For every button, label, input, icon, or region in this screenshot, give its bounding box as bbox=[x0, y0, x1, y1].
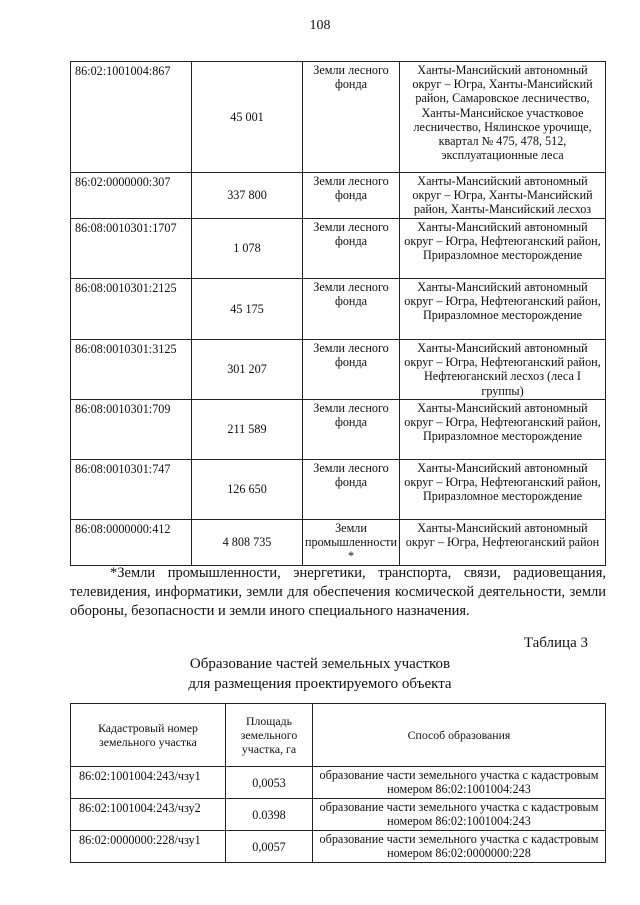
category-cell: Земли лесного фонда bbox=[303, 340, 400, 400]
cadastral-number-cell: 86:08:0010301:747 bbox=[71, 460, 192, 520]
land-plots-table bbox=[70, 61, 606, 566]
cadastral-number-cell: 86:08:0000000:412 bbox=[71, 520, 192, 566]
area-cell: 45 001 bbox=[192, 62, 303, 173]
table-row bbox=[71, 799, 606, 831]
cadastral-number-cell: 86:08:0010301:3125 bbox=[71, 340, 192, 400]
column-header-method: Способ образования bbox=[313, 704, 606, 767]
location-cell: Ханты-Мансийский автономный округ – Югра, Нефтеюганский район, Приразломное месторождение bbox=[400, 219, 606, 279]
cadastral-number-cell: 86:08:0010301:709 bbox=[71, 400, 192, 460]
location-cell: Ханты-Мансийский автономный округ – Югра, Ханты-Мансийский район, Самаровское лесничество, Ханты-Мансийское участковое лесничество, Нялинское урочище, квартал № 475, 478, 512, эксплуатационные леса bbox=[400, 62, 606, 173]
column-header-area: Площадь земельного участка, га bbox=[226, 704, 313, 767]
area-cell: 45 175 bbox=[192, 279, 303, 340]
plot-parts-table bbox=[70, 703, 606, 863]
column-header-cadastral: Кадастровый номер земельного участка bbox=[71, 704, 226, 767]
footnote: *Земли промышленности, энергетики, транспорта, связи, радиовещания, телевидения, информатики, земли для обеспечения космической деятельности, земли обороны, безопасности и земли иного специального назначения. bbox=[70, 565, 606, 619]
area-cell: 0.0398 bbox=[226, 799, 313, 831]
table-row bbox=[71, 173, 606, 219]
table-row bbox=[71, 62, 606, 173]
category-cell: Земли лесного фонда bbox=[303, 279, 400, 340]
table3-label: Таблица 3 bbox=[523, 635, 588, 651]
cadastral-number-cell: 86:08:0010301:1707 bbox=[71, 219, 192, 279]
category-cell: Земли лесного фонда bbox=[303, 460, 400, 520]
location-cell: Ханты-Мансийский автономный округ – Югра, Нефтеюганский район bbox=[400, 520, 606, 566]
table-row bbox=[71, 279, 606, 340]
location-cell: Ханты-Мансийский автономный округ – Югра, Нефтеюганский район, Приразломное месторождение bbox=[400, 400, 606, 460]
method-cell: образование части земельного участка с кадастровым номером 86:02:1001004:243 bbox=[313, 767, 606, 799]
table3-title-line2: для размещения проектируемого объекта bbox=[188, 676, 452, 692]
area-cell: 126 650 bbox=[192, 460, 303, 520]
category-cell: Земли промышленности * bbox=[303, 520, 400, 566]
table-row bbox=[71, 340, 606, 400]
table-header-row bbox=[71, 704, 606, 767]
cadastral-number-cell: 86:02:1001004:243/чзу1 bbox=[71, 767, 226, 799]
cadastral-number-cell: 86:02:1001004:867 bbox=[71, 62, 192, 173]
method-cell: образование части земельного участка с кадастровым номером 86:02:1001004:243 bbox=[313, 799, 606, 831]
location-cell: Ханты-Мансийский автономный округ – Югра, Ханты-Мансийский район, Ханты-Мансийский лесхоз bbox=[400, 173, 606, 219]
category-cell: Земли лесного фонда bbox=[303, 62, 400, 173]
table-row bbox=[71, 400, 606, 460]
area-cell: 337 800 bbox=[192, 173, 303, 219]
table3-title bbox=[0, 654, 640, 694]
category-cell: Земли лесного фонда bbox=[303, 400, 400, 460]
category-cell: Земли лесного фонда bbox=[303, 219, 400, 279]
area-cell: 1 078 bbox=[192, 219, 303, 279]
table3-title-line1: Образование частей земельных участков bbox=[189, 656, 451, 672]
table-row bbox=[71, 520, 606, 566]
area-cell: 211 589 bbox=[192, 400, 303, 460]
location-cell: Ханты-Мансийский автономный округ – Югра, Нефтеюганский район, Приразломное месторождение bbox=[400, 460, 606, 520]
area-cell: 0,0057 bbox=[226, 831, 313, 863]
cadastral-number-cell: 86:02:0000000:228/чзу1 bbox=[71, 831, 226, 863]
method-cell: образование части земельного участка с кадастровым номером 86:02:0000000:228 bbox=[313, 831, 606, 863]
location-cell: Ханты-Мансийский автономный округ – Югра, Нефтеюганский район, Приразломное месторождение bbox=[400, 279, 606, 340]
location-cell: Ханты-Мансийский автономный округ – Югра, Нефтеюганский район, Нефтеюганский лесхоз (леса I группы) bbox=[400, 340, 606, 400]
table-row bbox=[71, 831, 606, 863]
table-row bbox=[71, 460, 606, 520]
category-cell: Земли лесного фонда bbox=[303, 173, 400, 219]
cadastral-number-cell: 86:02:0000000:307 bbox=[71, 173, 192, 219]
table-row bbox=[71, 767, 606, 799]
area-cell: 301 207 bbox=[192, 340, 303, 400]
cadastral-number-cell: 86:02:1001004:243/чзу2 bbox=[71, 799, 226, 831]
page-number: 108 bbox=[309, 18, 331, 33]
area-cell: 0,0053 bbox=[226, 767, 313, 799]
table-row bbox=[71, 219, 606, 279]
cadastral-number-cell: 86:08:0010301:2125 bbox=[71, 279, 192, 340]
area-cell: 4 808 735 bbox=[192, 520, 303, 566]
